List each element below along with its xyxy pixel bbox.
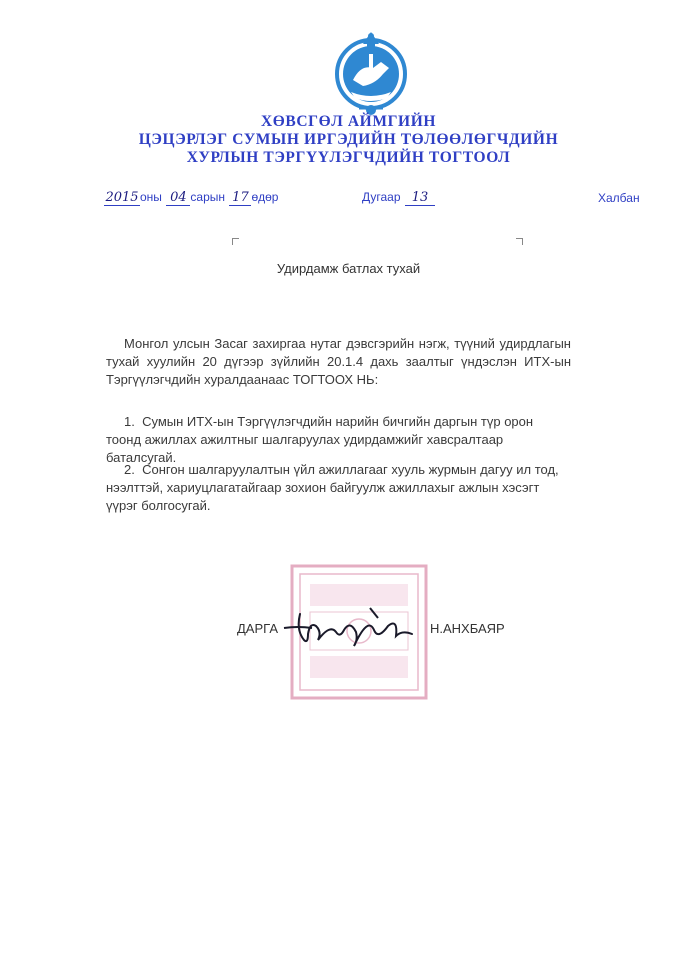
date-day: 17	[229, 190, 251, 206]
date-month: 04	[166, 190, 190, 206]
emblem-icon	[323, 28, 419, 116]
date-month-suffix: сарын	[190, 190, 225, 204]
corner-mark-left	[232, 238, 239, 245]
handwritten-signature	[278, 604, 428, 654]
number-value: 13	[405, 190, 435, 206]
header-line-3: ХУРЛЫН ТЭРГҮҮЛЭГЧДИЙН ТОГТООЛ	[186, 149, 511, 166]
list-item	[106, 413, 571, 467]
item-number: 2.	[124, 462, 135, 477]
number-label: Дугаар	[362, 190, 401, 204]
list-item	[106, 461, 571, 515]
preamble-paragraph: Монгол улсын Засаг захиргаа нутаг дэвсгэрийн нэгж, түүний удирдлагын тухай хуулийн 20 дүгээр зүйлийн 20.1.4 дахь заалтыг үндэслэн ИТХ-ын Тэргүүлэгчдийн хуралдаанаас ТОГТООХ НЬ:	[106, 336, 571, 387]
item-number: 1.	[124, 414, 135, 429]
signature-icon	[278, 604, 428, 654]
header-line-2: ЦЭЦЭРЛЭГ СУМЫН ИРГЭДИЙН ТӨЛӨӨЛӨГЧДИЙН	[138, 131, 559, 148]
item-text: Сонгон шалгаруулалтын үйл ажиллагааг хууль журмын дагуу ил тод, нээлттэй, хариуцлагатайгаар зохион байгуулж ажиллахыг ажлын хэсэгт үүрэг болгосугай.	[106, 462, 559, 513]
header-line-1: ХӨВСГӨЛ АЙМГИЙН	[260, 113, 437, 130]
document-subject: Удирдамж батлах тухай	[276, 261, 421, 276]
signature-title: ДАРГА	[237, 621, 278, 636]
date-year: 2015	[105, 190, 139, 205]
item-text: Сумын ИТХ-ын Тэргүүлэгчдийн нарийн бичгийн даргын түр орон тоонд ажиллах ажилтныг шалгаруулах удирдамжийг хавсралтаар баталсугай.	[106, 414, 534, 465]
signatory-name: Н.АНХБАЯР	[430, 621, 505, 636]
corner-mark-right	[516, 238, 523, 245]
date-year-suffix: оны	[140, 190, 162, 204]
state-emblem	[323, 28, 419, 116]
place-name: Халбан	[598, 191, 640, 205]
date-day-suffix: өдөр	[251, 190, 279, 204]
document-number	[362, 188, 435, 206]
date-line	[104, 188, 294, 206]
